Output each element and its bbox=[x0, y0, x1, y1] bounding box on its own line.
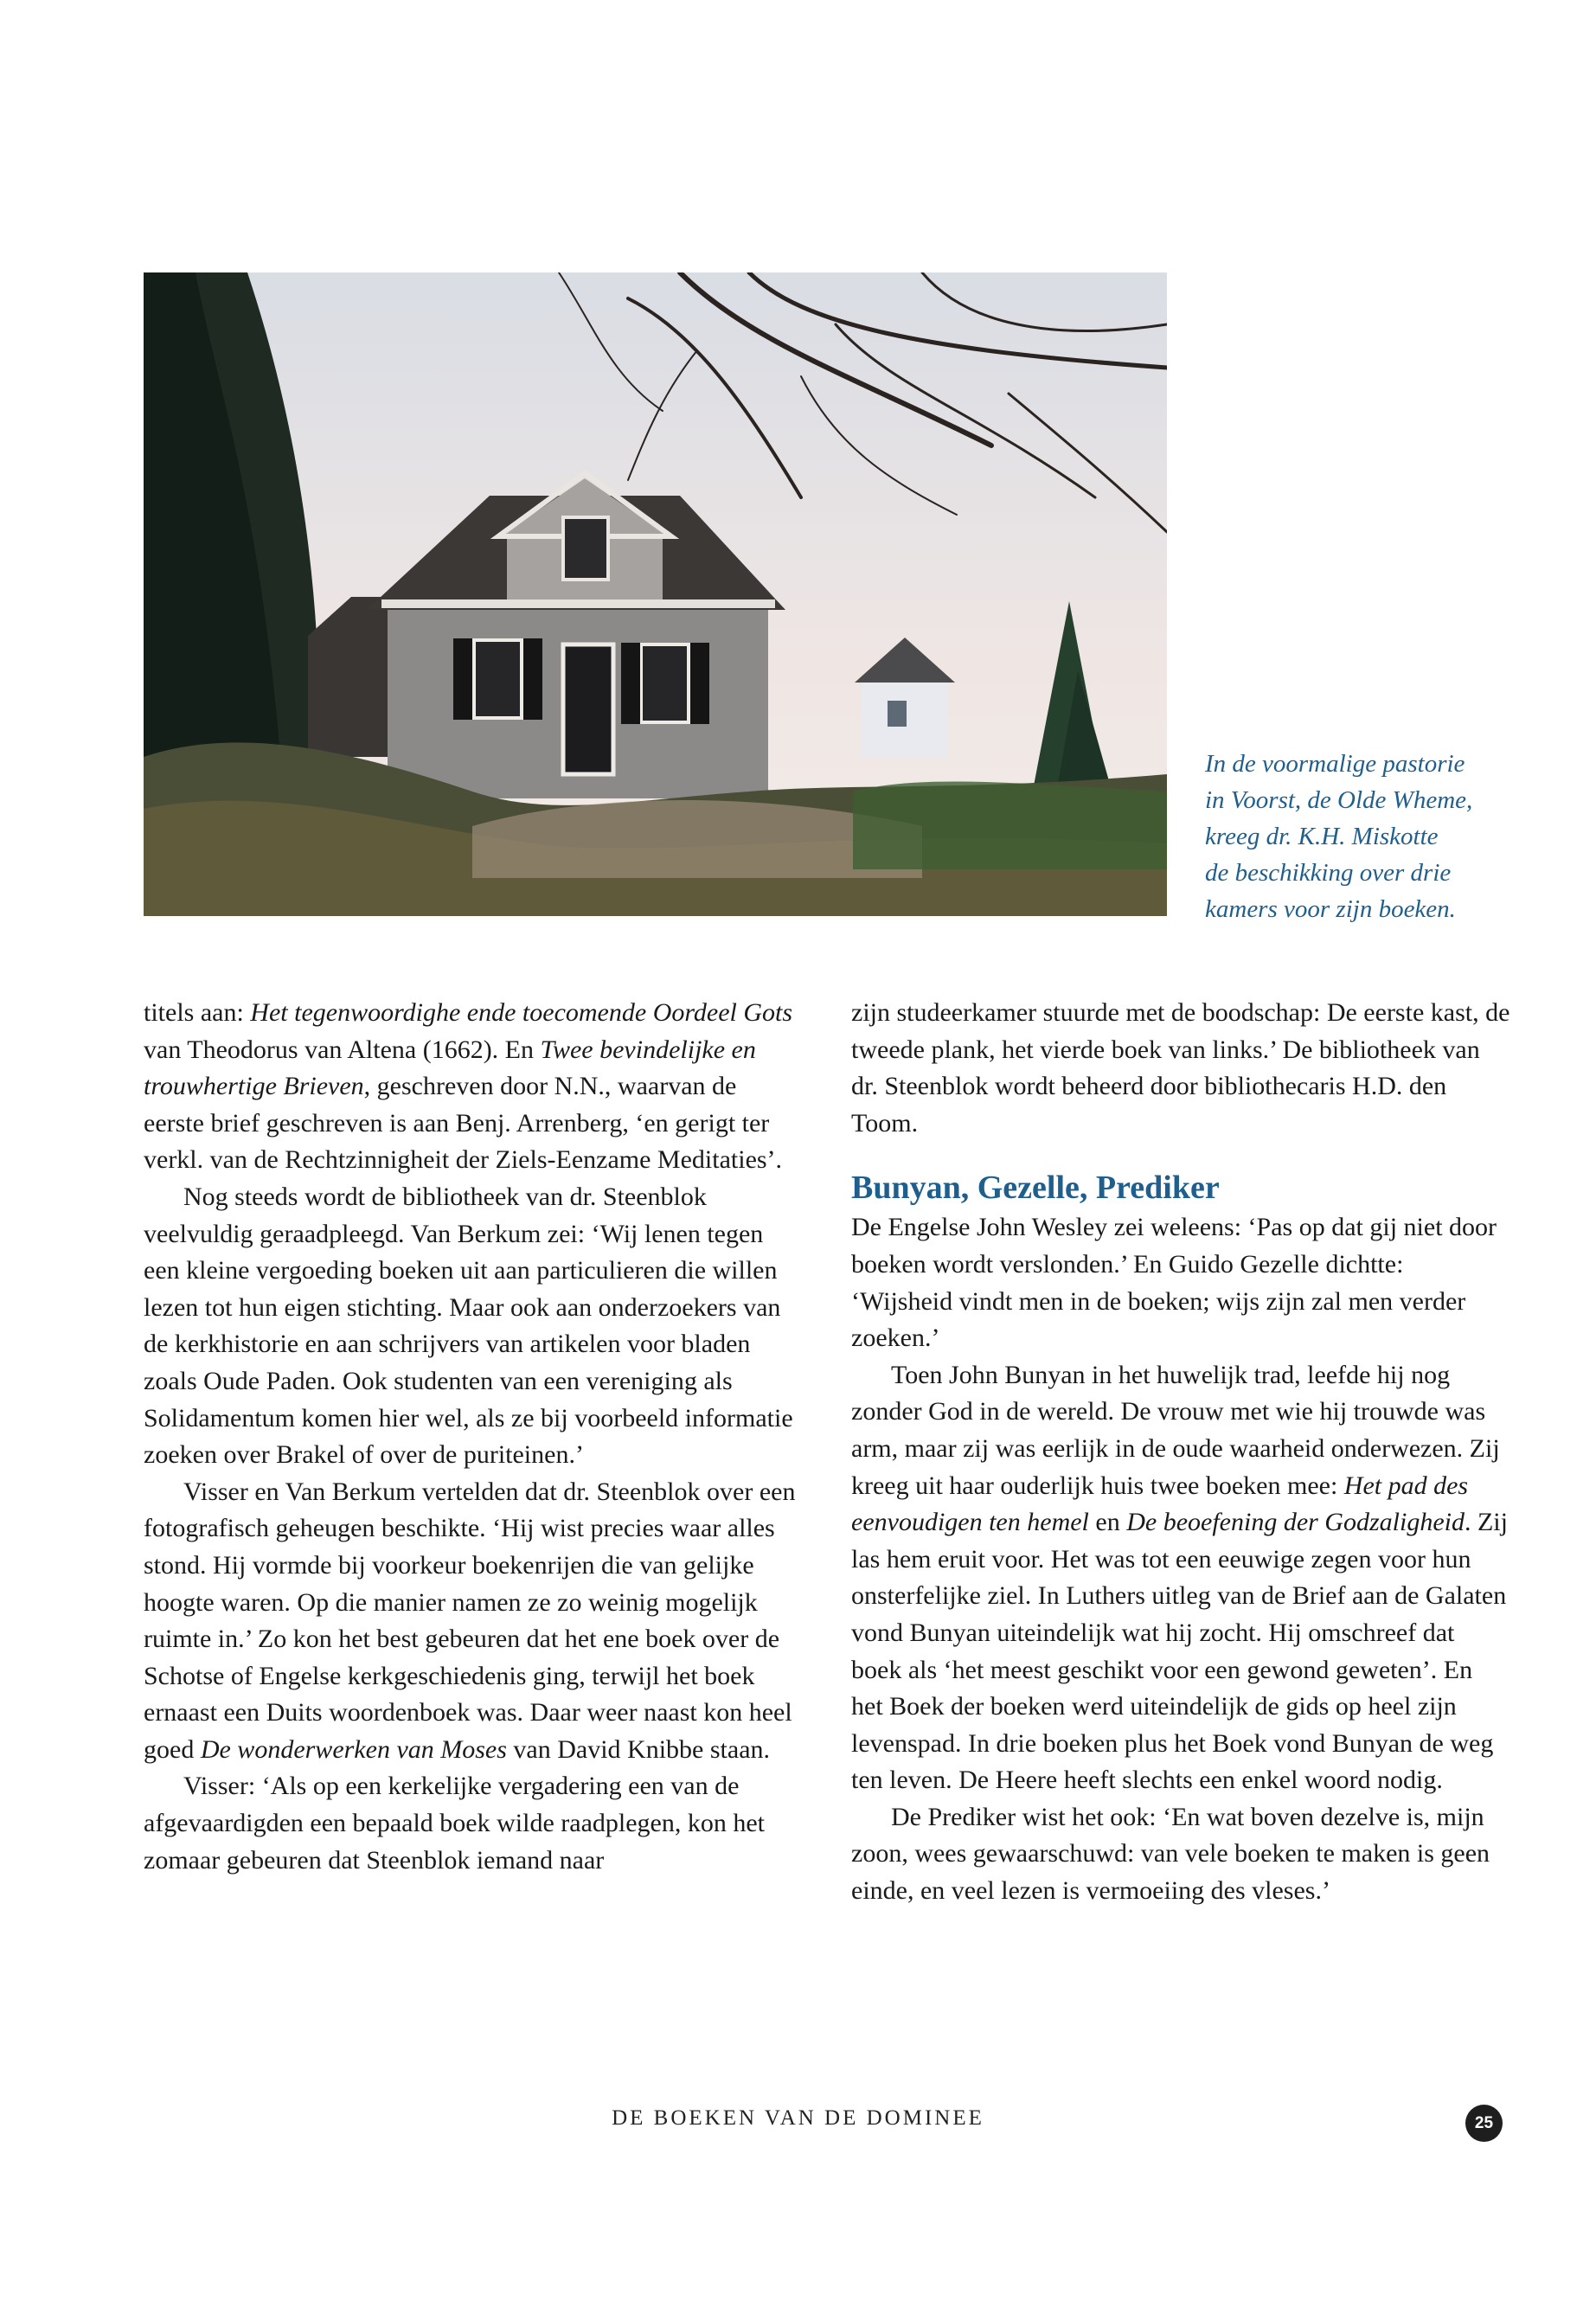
left-column bbox=[144, 995, 803, 1879]
text-run: . Zij las hem eruit voor. Het was tot een eeuwige zegen voor hun onsterfelijke ziel. In Luthers uitleg van de Brief aan de Galaten vond Bunyan uiteindelijk wat hij zocht. Hij omschreef dat boek als ‘het meest geschikt voor een gewond geweten’. En het Boek der boeken werd uiteindelijk de gids op heel zijn levenspad. In drie boeken plus het Boek vond Bunyan de weg ten leven. De Heere heeft slechts een enkel woord nodig. bbox=[851, 1508, 1508, 1795]
text-run: en bbox=[1088, 1508, 1127, 1537]
caption-line: kamers voor zijn boeken. bbox=[1205, 895, 1456, 923]
running-footer-title: DE BOEKEN VAN DE DOMINEE bbox=[612, 2106, 984, 2130]
paragraph bbox=[144, 995, 803, 1179]
book-title: De wonderwerken van Moses bbox=[200, 1734, 507, 1764]
paragraph: Nog steeds wordt de bibliotheek van dr. Steenblok veelvuldig geraadpleegd. Van Berkum zei: ‘Wij lenen tegen een kleine vergoeding boeken uit aan particulieren die willen lezen tot hun eigen stichting. Maar ook aan onderzoekers van de kerkhistorie en aan schrijvers van artikelen voor bladen zoals Oude Paden. Ook studenten van een vereniging als Solidamentum komen hier wel, als ze bij voorbeeld informatie zoeken over Brakel of over de puriteinen.’ bbox=[144, 1182, 793, 1470]
house-photo bbox=[144, 272, 1167, 916]
paragraph: zijn studeerkamer stuurde met de boodschap: De eerste kast, de tweede plank, het vierde boek van links.’ De bibliotheek van dr. Steenblok wordt beheerd door bibliothecaris H.D. den Toom. bbox=[851, 998, 1510, 1138]
right-column bbox=[851, 995, 1510, 1910]
text-run: van David Knibbe staan. bbox=[506, 1734, 771, 1764]
caption-line: In de voormalige pastorie bbox=[1205, 750, 1465, 778]
paragraph bbox=[851, 1357, 1510, 1799]
caption-line: in Voorst, de Olde Wheme, bbox=[1205, 786, 1473, 814]
paragraph bbox=[144, 1474, 803, 1769]
caption-line: de beschikking over drie bbox=[1205, 859, 1452, 887]
photo-caption bbox=[1205, 746, 1551, 927]
book-title: Twee bevindelijke en trouwhertige Brieven bbox=[144, 1035, 756, 1101]
page-number-badge: 25 bbox=[1465, 2105, 1503, 2142]
text-run: Visser en Van Berkum vertelden dat dr. Steenblok over een fotografisch geheugen beschikte. ‘Hij wist precies waar alles stond. Hij vormde bij voorkeur boekenrijen die van gelijke hoogte waren. Op die manier namen ze zo weinig mogelijk ruimte in.’ Zo kon het best gebeuren dat het ene boek over de Schotse of Engelse kerkgeschiedenis ging, terwijl het boek ernaast een Duits woordenboek was. Daar weer naast kon heel goed bbox=[144, 1477, 796, 1764]
paragraph: De Engelse John Wesley zei weleens: ‘Pas op dat gij niet door boeken wordt verslonden.’ En Guido Gezelle dichtte: ‘Wijsheid vindt men in de boeken; wijs zijn zal men verder zoeken.’ bbox=[851, 1213, 1497, 1353]
paragraph: Visser: ‘Als op een kerkelijke vergadering een van de afgevaardigden een bepaald boek wilde raadplegen, kon het zomaar gebeuren dat Steenblok iemand naar bbox=[144, 1772, 766, 1875]
text-run: titels aan: bbox=[144, 998, 251, 1027]
book-title: Het pad des eenvoudigen ten hemel bbox=[851, 1471, 1469, 1537]
book-title: Het tegenwoordighe ende toecomende Oordeel Gots bbox=[250, 998, 793, 1027]
pastorie-illustration bbox=[144, 272, 1167, 916]
caption-line: kreeg dr. K.H. Miskotte bbox=[1205, 823, 1439, 850]
text-run: van Theodorus van Altena (1662). En bbox=[144, 1035, 541, 1064]
section-heading: Bunyan, Gezelle, Prediker bbox=[851, 1170, 1220, 1207]
text-run: , geschreven door N.N., waarvan de eerste brief geschreven is aan Benj. Arrenberg, ‘en gerigt ter verkl. van de Rechtzinnigheit der Ziels-Eenzame Meditaties’. bbox=[144, 1072, 783, 1175]
book-title: De beoefening der Godzaligheid bbox=[1126, 1508, 1465, 1537]
paragraph: De Prediker wist het ook: ‘En wat boven dezelve is, mijn zoon, wees gewaarschuwd: van vele boeken te maken is geen einde, en veel lezen is vermoeiing des vleses.’ bbox=[851, 1802, 1490, 1906]
text-run: Toen John Bunyan in het huwelijk trad, leefde hij nog zonder God in de wereld. De vrouw met wie hij trouwde was arm, maar zij was eerlijk in de oude waarheid onderwezen. Zij kreeg uit haar ouderlijk huis twee boeken mee: bbox=[851, 1360, 1500, 1500]
